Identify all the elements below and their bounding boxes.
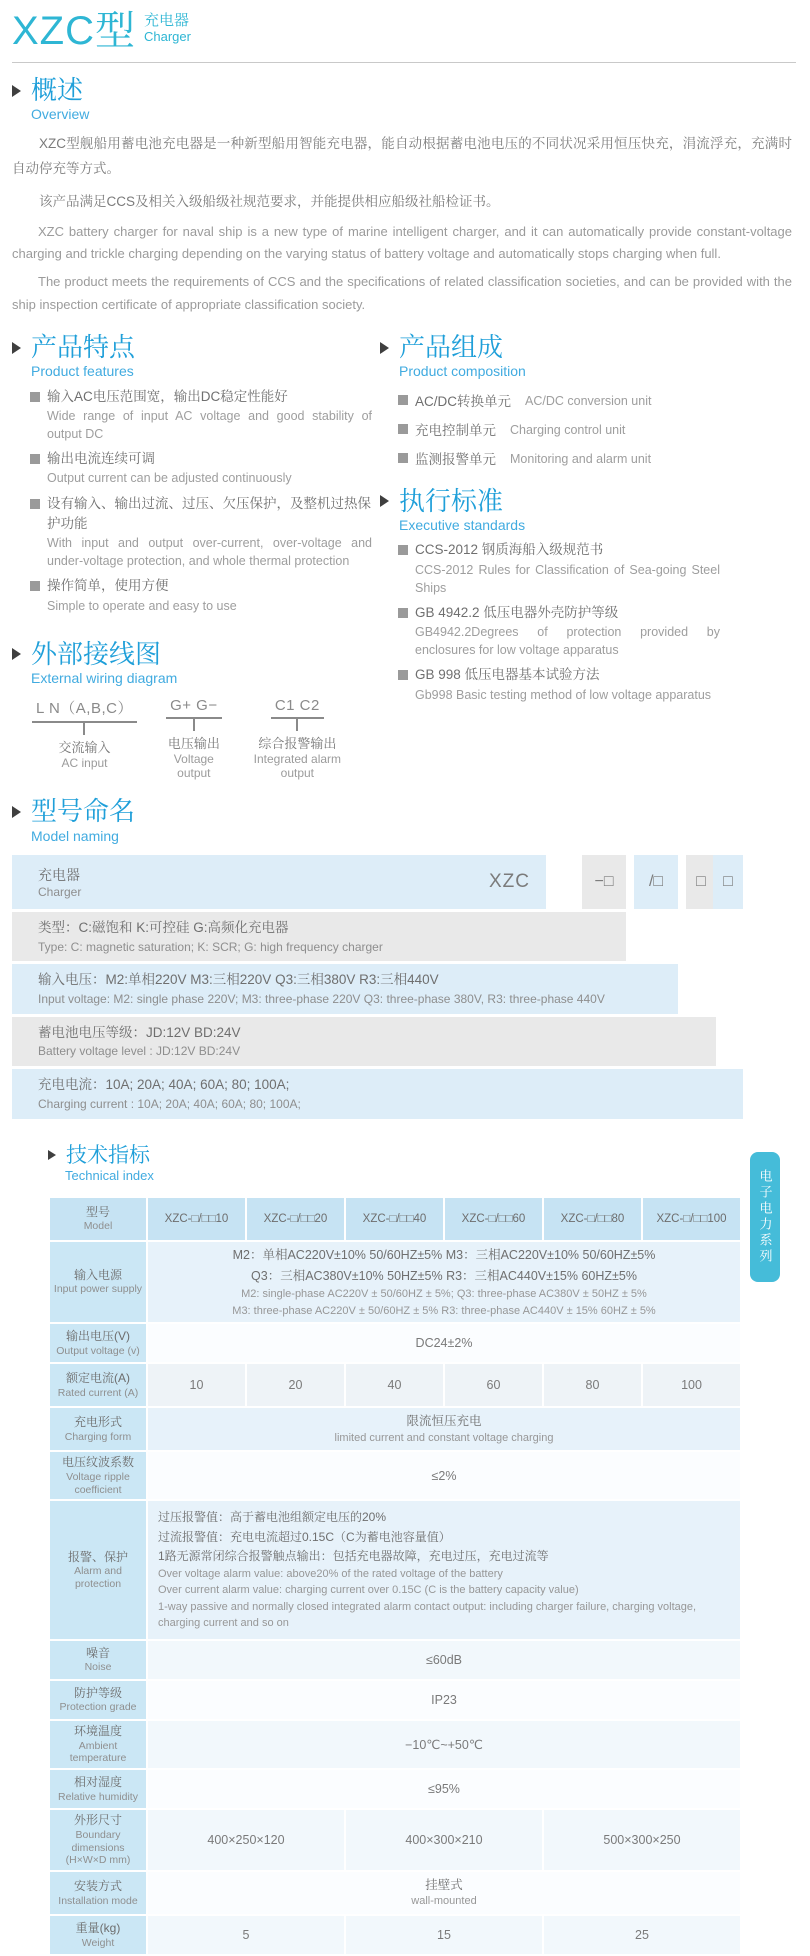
model-naming-table — [12, 855, 743, 1118]
feature-text-en: Wide range of input AC voltage and good stability of output DC — [47, 408, 372, 442]
wiring-terminal-voltage — [165, 697, 223, 780]
table-row-installation — [50, 1872, 740, 1914]
charging-form-cn: 限流恒压充电 — [406, 1414, 482, 1429]
bullet-square-icon — [398, 545, 408, 555]
tech-title-en: Technical index — [65, 1167, 154, 1183]
bullet-square-icon — [398, 670, 408, 680]
bullet-square-icon — [30, 392, 40, 402]
standard-text-cn: GB 998 低压电器基本试验方法 — [415, 667, 600, 683]
naming-row-en: Type: C: magnetic saturation; K: SCR; G: high frequency charger — [38, 939, 383, 954]
naming-row-en: Charging current : 10A; 20A; 40A; 60A; 80; 100A; — [38, 1096, 301, 1111]
composition-title-cn: 产品组成 — [399, 332, 504, 363]
composition-title-en: Product composition — [399, 363, 526, 380]
row-label-en: Voltage ripple coefficient — [66, 1470, 130, 1496]
section-marker-icon — [12, 342, 21, 354]
section-overview — [12, 75, 798, 316]
terminal-label-en: Voltage output — [173, 752, 214, 781]
feature-text-cn: 输出电流连续可调 — [47, 451, 155, 467]
naming-title-cn: 型号命名 — [31, 796, 136, 827]
feature-text-en: Output current can be adjusted continuously — [47, 471, 292, 486]
naming-code-part: □ — [686, 855, 716, 909]
row-label-en: Charging form — [64, 1430, 132, 1443]
features-title-cn: 产品特点 — [31, 332, 136, 363]
charging-form-en: limited current and constant voltage charging — [334, 1431, 554, 1444]
naming-product-cn: 充电器 — [38, 867, 80, 884]
table-row-weight — [50, 1916, 740, 1954]
row-label-en: Alarm and protection — [74, 1565, 122, 1590]
table-row-dimensions — [50, 1810, 740, 1870]
row-label-cn: 输出电压(V) — [66, 1329, 130, 1344]
standard-text-cn: CCS-2012 钢质海船入级规范书 — [415, 542, 604, 558]
alarm-line: 1路无源常闭综合报警触点输出：包括充电器故障，充电过压，充电过流等 — [158, 1548, 549, 1563]
standard-item — [398, 665, 720, 703]
feature-text-cn: 设有输入、输出过流、过压、欠压保护，及整机过热保护功能 — [47, 495, 371, 531]
standard-text-en: GB4942.2Degrees of protection provided by enclosures for low voltage apparatus — [415, 625, 720, 658]
model-column-header: XZC-□/□□40 — [346, 1198, 443, 1240]
terminal-label-en: AC input — [61, 756, 108, 771]
terminal-label-cn: 电压输出 — [167, 736, 220, 752]
terminal-label-en: Integrated alarm output — [253, 752, 342, 781]
bullet-square-icon — [30, 499, 40, 509]
row-label-cn: 安装方式 — [73, 1878, 122, 1893]
table-row-input-power — [50, 1242, 740, 1322]
output-voltage-value: DC24±2% — [148, 1324, 740, 1362]
overview-paragraph: XZC battery charger for naval ship is a new type of marine intelligent charger, and it can automatically provide constant-voltage charging and trickle charging depending on the varying status of battery voltage and automatically stops charging when full. — [12, 223, 792, 261]
bullet-square-icon — [398, 453, 408, 463]
row-label-en: Ambient temperature — [69, 1739, 127, 1765]
naming-row-cn: 充电电流：10A; 20A; 40A; 60A; 80; 100A; — [38, 1077, 290, 1093]
alarm-line: 过流报警值：充电电流超过0.15C（C为蓄电池容量值） — [158, 1529, 451, 1544]
header-label-en: Model — [83, 1220, 113, 1233]
rated-current-value: 40 — [346, 1364, 443, 1406]
composition-text-en: AC/DC conversion unit — [525, 393, 652, 408]
row-label-cn: 报警、保护 — [67, 1549, 128, 1564]
noise-value: ≤60dB — [148, 1641, 740, 1679]
section-model-naming — [12, 796, 798, 1118]
installation-cn: 挂壁式 — [425, 1877, 463, 1892]
row-label-cn: 外形尺寸 — [73, 1813, 122, 1828]
model-column-header: XZC-□/□□20 — [247, 1198, 344, 1240]
model-column-header: XZC-□/□□100 — [643, 1198, 740, 1240]
section-composition — [380, 332, 720, 468]
row-label-cn: 电压纹波系数 — [61, 1455, 134, 1470]
bullet-square-icon — [398, 608, 408, 618]
bullet-square-icon — [30, 581, 40, 591]
page-header — [0, 0, 810, 52]
section-technical-index — [48, 1143, 810, 1956]
standards-title-en: Executive standards — [399, 516, 526, 533]
overview-paragraph: 该产品满足CCS及相关入级船级社规范要求，并能提供相应船级社船检证书。 — [39, 193, 500, 209]
naming-row-cn: 类型：C:磁饱和 K:可控硅 G:高频化充电器 — [38, 920, 289, 936]
feature-item — [30, 576, 372, 614]
section-marker-icon — [12, 648, 21, 660]
section-marker-icon — [380, 342, 389, 354]
standard-text-en: Gb998 Basic testing method of low voltage apparatus — [415, 687, 712, 702]
naming-row-en: Input voltage: M2: single phase 220V; M3: three-phase 220V Q3: three-phase 380V, R3: three-phase 440V — [38, 992, 605, 1007]
composition-text-en: Monitoring and alarm unit — [510, 451, 652, 466]
composition-text-cn: AC/DC转换单元 — [415, 393, 512, 409]
feature-item — [30, 494, 372, 571]
feature-text-cn: 操作简单，使用方便 — [47, 578, 169, 594]
rated-current-value: 20 — [247, 1364, 344, 1406]
weight-value: 5 — [148, 1916, 344, 1954]
input-power-line: M2：单相AC220V±10% 50/60HZ±5% M3：三相AC220V±10% 50/60HZ±5% — [232, 1247, 656, 1262]
wiring-terminal-alarm — [251, 697, 344, 780]
series-side-tab: 电子电力系列 — [750, 1152, 780, 1282]
terminal-label-cn: 综合报警输出 — [258, 736, 337, 752]
row-label-cn: 充电形式 — [73, 1415, 122, 1430]
table-row-rated-current — [50, 1364, 740, 1406]
input-power-line: M2: single-phase AC220V ± 50/60HZ ± 5%; Q3: three-phase AC380V ± 50HZ ± 5% — [241, 1288, 647, 1301]
rated-current-value: 10 — [148, 1364, 245, 1406]
table-row-ripple — [50, 1452, 740, 1499]
naming-code-part: /□ — [634, 855, 678, 909]
bullet-square-icon — [398, 395, 408, 405]
naming-row-en: Battery voltage level : JD:12V BD:24V — [38, 1044, 241, 1059]
row-label-en: Protection grade — [59, 1701, 137, 1714]
row-label-cn: 环境温度 — [73, 1723, 122, 1738]
composition-item — [398, 448, 720, 468]
row-label-en: Input power supply — [53, 1283, 143, 1296]
naming-row-product — [12, 855, 546, 909]
tech-title-cn: 技术指标 — [66, 1143, 150, 1167]
composition-text-en: Charging control unit — [510, 422, 626, 437]
header-label-cn: 型号 — [85, 1204, 110, 1219]
alarm-line: Over current alarm value: charging current over 0.15C (C is the battery capacity value) — [158, 1584, 579, 1597]
naming-row-cn: 蓄电池电压等级：JD:12V BD:24V — [38, 1024, 241, 1040]
table-row-noise — [50, 1641, 740, 1679]
wiring-title-en: External wiring diagram — [31, 669, 178, 686]
naming-row-battery-level — [12, 1017, 716, 1066]
rated-current-value: 80 — [544, 1364, 641, 1406]
naming-title-en: Model naming — [31, 827, 119, 844]
naming-row-cn: 输入电压：M2:单相220V M3:三相220V Q3:三相380V R3:三相440V — [38, 972, 439, 988]
terminal-code: C1 C2 — [271, 697, 324, 719]
standard-text-en: CCS-2012 Rules for Classification of Sea-going Steel Ships — [415, 562, 720, 595]
page-title: XZC型 — [12, 9, 136, 53]
composition-text-cn: 监测报警单元 — [415, 451, 496, 467]
header-divider — [12, 62, 796, 63]
alarm-line: Over voltage alarm value: above20% of the rated voltage of the battery — [158, 1567, 503, 1580]
feature-text-en: Simple to operate and easy to use — [47, 598, 237, 613]
table-row-alarm-protection — [50, 1501, 740, 1639]
input-power-line: Q3：三相AC380V±10% 50HZ±5% R3：三相AC440V±15% 60HZ±5% — [251, 1268, 637, 1283]
terminal-tick-line — [83, 723, 85, 735]
section-marker-icon — [12, 85, 21, 97]
naming-product-en: Charger — [38, 885, 82, 900]
standards-title-cn: 执行标准 — [399, 485, 504, 516]
row-label-cn: 相对湿度 — [73, 1774, 122, 1789]
table-header-row — [50, 1198, 740, 1240]
row-label-en: Output voltage (v) — [56, 1344, 140, 1357]
row-label-en: Rated current (A) — [57, 1386, 139, 1399]
row-label-en: Boundary dimensions — [71, 1828, 125, 1854]
row-label-cn: 防护等级 — [73, 1685, 122, 1700]
model-column-header: XZC-□/□□60 — [445, 1198, 542, 1240]
row-label-en: Noise — [84, 1661, 112, 1674]
row-label-en: (H×W×D mm) — [65, 1854, 131, 1867]
standard-item — [398, 603, 720, 660]
row-label-en: Installation mode — [58, 1894, 138, 1907]
input-power-line: M3: three-phase AC220V ± 50/60HZ ± 5% R3: three-phase AC440V ± 15% 60HZ ± 5% — [232, 1304, 656, 1317]
section-marker-icon — [12, 806, 21, 818]
row-label-en: Relative humidity — [58, 1790, 138, 1803]
features-title-en: Product features — [31, 363, 134, 380]
wiring-title-cn: 外部接线图 — [31, 638, 162, 669]
feature-text-en: With input and output over-current, over-voltage and under-voltage protection, and whole thermal protection — [47, 536, 372, 569]
bullet-square-icon — [398, 424, 408, 434]
table-row-protection-grade — [50, 1681, 740, 1719]
dimensions-value: 500×300×250 — [544, 1810, 740, 1870]
row-label-cn: 噪音 — [85, 1645, 110, 1660]
table-row-output-voltage — [50, 1324, 740, 1362]
naming-code-base: XZC — [489, 871, 530, 893]
terminal-tick-line — [193, 719, 195, 731]
weight-value: 25 — [544, 1916, 740, 1954]
feature-item — [30, 449, 372, 487]
naming-code-part: □ — [713, 855, 743, 909]
row-label-cn: 重量(kg) — [75, 1920, 121, 1935]
overview-title-en: Overview — [31, 106, 90, 123]
row-label-en: Weight — [81, 1936, 115, 1949]
composition-text-cn: 充电控制单元 — [415, 422, 496, 438]
terminal-label-cn: 交流输入 — [58, 740, 111, 756]
overview-paragraph: XZC型舰船用蓄电池充电器是一种新型船用智能充电器，能自动根据蓄电池电压的不同状况采用恒压快充，涓流浮充，充满时自动停充等方式。 — [12, 135, 792, 176]
section-wiring-diagram — [12, 639, 372, 781]
installation-en: wall-mounted — [411, 1895, 477, 1908]
overview-paragraph: The product meets the requirements of CCS and the specifications of related classification societies, and can be provided with the ship inspection certificate of appropriate classification society. — [12, 274, 792, 312]
table-row-ambient-temperature — [50, 1721, 740, 1768]
naming-row-input-voltage — [12, 964, 678, 1013]
ambient-temperature-value: −10℃~+50℃ — [148, 1721, 740, 1768]
section-standards — [380, 486, 720, 704]
naming-code-part: −□ — [582, 855, 626, 909]
overview-title-cn: 概述 — [31, 75, 84, 105]
terminal-code: G+ G− — [166, 697, 222, 719]
page-title-product-cn: 充电器 — [144, 12, 190, 29]
row-label-cn: 输入电源 — [73, 1267, 122, 1282]
section-features — [12, 332, 372, 615]
terminal-tick-line — [296, 719, 298, 731]
dimensions-value: 400×300×210 — [346, 1810, 542, 1870]
model-column-header: XZC-□/□□10 — [148, 1198, 245, 1240]
wiring-terminal-ac — [32, 697, 137, 780]
naming-row-type — [12, 912, 626, 961]
relative-humidity-value: ≤95% — [148, 1770, 740, 1808]
terminal-code: L N（A,B,C） — [32, 697, 137, 723]
composition-item — [398, 390, 720, 410]
alarm-line: 过压报警值：高于蓄电池组额定电压的20% — [158, 1510, 387, 1525]
bullet-square-icon — [30, 454, 40, 464]
section-marker-icon — [380, 495, 389, 507]
feature-text-cn: 输入AC电压范围宽，输出DC稳定性能好 — [47, 388, 288, 404]
weight-value: 15 — [346, 1916, 542, 1954]
standard-text-cn: GB 4942.2 低压电器外壳防护等级 — [415, 604, 619, 620]
rated-current-value: 100 — [643, 1364, 740, 1406]
page-title-product-en: Charger — [144, 29, 191, 45]
composition-item — [398, 419, 720, 439]
standard-item — [398, 540, 720, 597]
table-row-relative-humidity — [50, 1770, 740, 1808]
alarm-line: 1-way passive and normally closed integrated alarm contact output: including charger failure, charging voltage, charging current and so on — [158, 1600, 697, 1630]
section-marker-icon — [48, 1150, 56, 1160]
naming-row-charging-current — [12, 1069, 743, 1118]
ripple-value: ≤2% — [148, 1452, 740, 1499]
row-label-cn: 额定电流(A) — [66, 1371, 130, 1386]
technical-index-table — [48, 1196, 742, 1956]
feature-item — [30, 387, 372, 444]
protection-grade-value: IP23 — [148, 1681, 740, 1719]
dimensions-value: 400×250×120 — [148, 1810, 344, 1870]
table-row-charging-form — [50, 1408, 740, 1450]
rated-current-value: 60 — [445, 1364, 542, 1406]
model-column-header: XZC-□/□□80 — [544, 1198, 641, 1240]
